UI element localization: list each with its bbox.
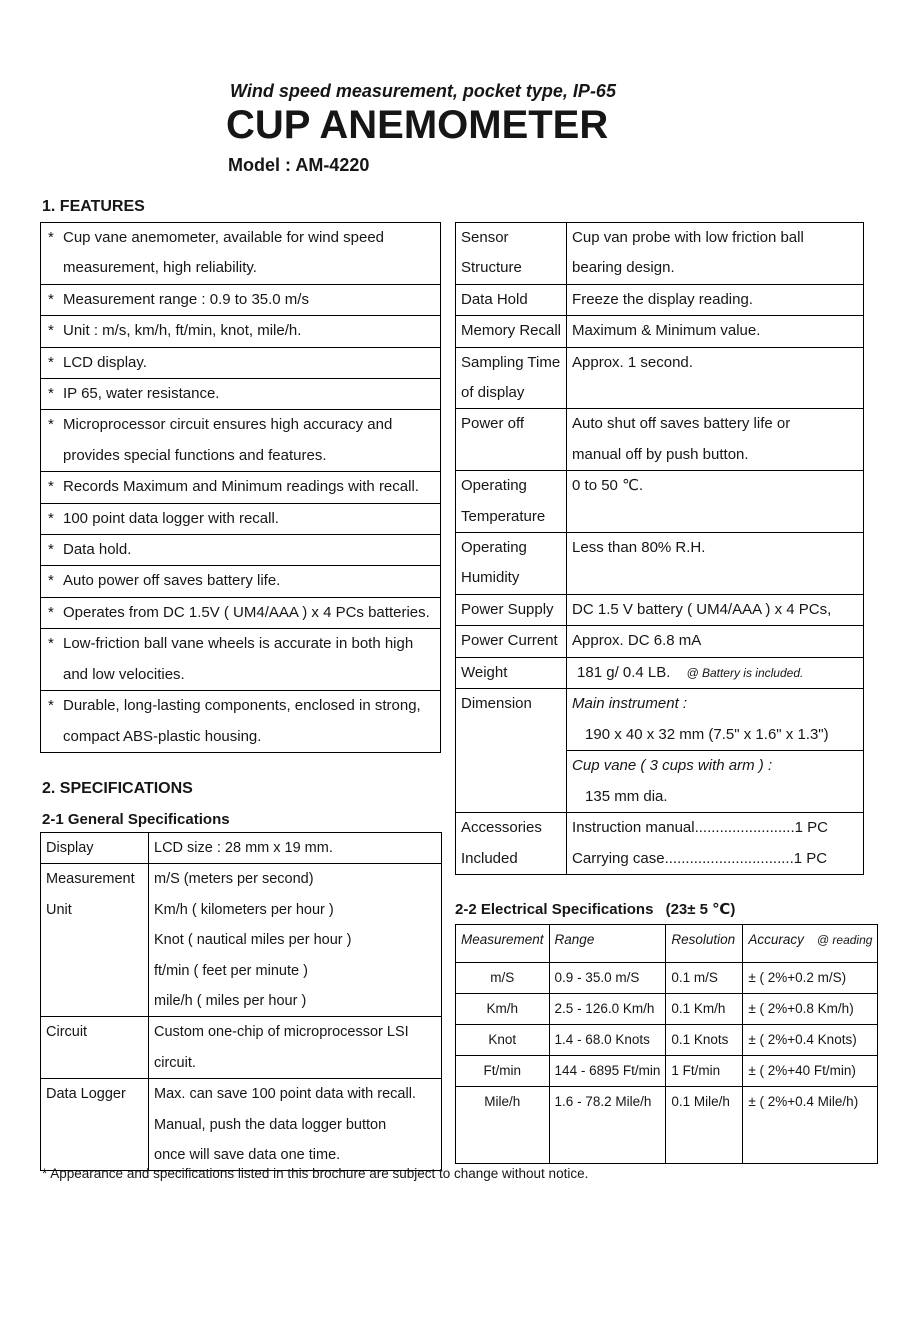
bullet-asterisk: * <box>48 416 54 434</box>
spec-row-dimension <box>456 689 864 813</box>
electrical-row: Km/h 2.5 - 126.0 Km/h 0.1 Km/h ± ( 2%+0.8 Km/h) <box>456 994 878 1025</box>
spec-row <box>456 533 864 595</box>
feature-text: and low velocities. <box>63 665 185 683</box>
product-tagline: Wind speed measurement, pocket type, IP-65 <box>230 81 616 101</box>
col-header-accuracy: Accuracy @ reading <box>743 925 878 963</box>
bullet-asterisk: * <box>48 572 54 590</box>
feature-row <box>41 535 441 566</box>
dimension-vane-size: 135 mm dia. <box>585 787 668 805</box>
feature-text: LCD display. <box>63 353 147 371</box>
spec-row <box>41 1017 442 1079</box>
bullet-asterisk: * <box>48 322 54 340</box>
feature-text: Operates from DC 1.5V ( UM4/AAA ) x 4 PCs batteries. <box>63 603 430 621</box>
spec-row <box>456 471 864 533</box>
spec-label-cell: Accessories Included <box>456 813 567 875</box>
feature-row <box>41 284 441 315</box>
spec-value-cell: Maximum & Minimum value. <box>567 316 864 347</box>
spec-value-cell <box>567 657 864 688</box>
spec-row <box>456 347 864 409</box>
model-number: Model : AM-4220 <box>228 155 370 175</box>
spec-row <box>41 1079 442 1171</box>
feature-row <box>41 316 441 347</box>
feature-row <box>41 503 441 534</box>
battery-included-note: @ Battery is included. <box>686 665 804 680</box>
bullet-asterisk: * <box>48 385 54 403</box>
bullet-asterisk: * <box>48 353 54 371</box>
electrical-row: Mile/h 1.6 - 78.2 Mile/h 0.1 Mile/h ± ( 2%+0.4 Mile/h) <box>456 1087 878 1164</box>
spec-row <box>41 833 442 864</box>
spec-label-cell: Measurement Unit <box>41 864 149 1017</box>
col-header-resolution: Resolution <box>666 925 743 963</box>
bullet-asterisk: * <box>48 541 54 559</box>
feature-text: IP 65, water resistance. <box>63 385 220 403</box>
features-table <box>40 222 441 753</box>
spec-value-cell: m/S (meters per second) Km/h ( kilometers per hour ) Knot ( nautical miles per hour ) ft/min ( feet per minute ) mile/h ( miles per hour ) <box>149 864 442 1017</box>
bullet-asterisk: * <box>48 509 54 527</box>
col-header-measurement: Measurement <box>456 925 550 963</box>
accuracy-reading-note: @ reading <box>816 933 873 947</box>
spec-label-cell: Power Supply <box>456 594 567 625</box>
spec-value-cell: Instruction manual........................1 PC Carrying case...............................1 PC <box>567 813 864 875</box>
col-header-range: Range <box>549 925 666 963</box>
spec-label-cell: Sampling Time of display <box>456 347 567 409</box>
feature-row <box>41 347 441 378</box>
spec-label-cell: Data Hold <box>456 284 567 315</box>
spec-row <box>456 626 864 657</box>
electrical-row: Ft/min 144 - 6895 Ft/min 1 Ft/min ± ( 2%+40 Ft/min) <box>456 1056 878 1087</box>
spec-label-cell: Power Current <box>456 626 567 657</box>
spec-value-cell: Freeze the display reading. <box>567 284 864 315</box>
feature-row <box>41 472 441 503</box>
spec-label-cell: Dimension <box>456 689 567 813</box>
bullet-asterisk: * <box>48 229 54 246</box>
feature-text: provides special functions and features. <box>63 446 327 464</box>
spec-value-cell: Auto shut off saves battery life or manual off by push button. <box>567 409 864 471</box>
spec-row <box>456 409 864 471</box>
bullet-asterisk: * <box>48 603 54 621</box>
feature-text: Records Maximum and Minimum readings with recall. <box>63 478 419 496</box>
spec-value-cell: Max. can save 100 point data with recall. Manual, push the data logger button once will save data one time. <box>149 1079 442 1171</box>
general-specs-heading: 2-1 General Specifications <box>42 811 230 828</box>
spec-row-weight <box>456 657 864 688</box>
feature-text: Durable, long-lasting components, enclosed in strong, <box>63 697 421 715</box>
device-spec-table <box>455 222 864 875</box>
spec-value-cell <box>567 689 864 813</box>
spec-row <box>41 864 442 1017</box>
spec-label-cell: Operating Humidity <box>456 533 567 595</box>
weight-value: 181 g/ 0.4 LB. <box>577 663 671 681</box>
electrical-row: m/S 0.9 - 35.0 m/S 0.1 m/S ± ( 2%+0.2 m/S) <box>456 963 878 994</box>
bullet-asterisk: * <box>48 478 54 496</box>
spec-row <box>456 284 864 315</box>
electrical-header-row <box>456 925 878 963</box>
feature-row <box>41 691 441 753</box>
dimension-vane-title: Cup vane ( 3 cups with arm ) : <box>572 757 773 775</box>
feature-row <box>41 379 441 410</box>
spec-label-cell: Display <box>41 833 149 864</box>
spec-value-cell: Less than 80% R.H. <box>567 533 864 595</box>
feature-text: Unit : m/s, km/h, ft/min, knot, mile/h. <box>63 322 302 340</box>
spec-label-cell: Circuit <box>41 1017 149 1079</box>
dimension-main-size: 190 x 40 x 32 mm (7.5" x 1.6" x 1.3") <box>585 725 829 743</box>
spec-label-cell: Power off <box>456 409 567 471</box>
feature-text: measurement, high reliability. <box>63 259 257 277</box>
feature-text: Data hold. <box>63 541 132 559</box>
bullet-asterisk: * <box>48 290 54 308</box>
electrical-specs-heading: 2-2 Electrical Specifications (23± 5 ℃) <box>455 901 736 918</box>
feature-text: 100 point data logger with recall. <box>63 509 279 527</box>
spec-label-cell: Operating Temperature <box>456 471 567 533</box>
spec-label-cell: Sensor Structure <box>456 223 567 285</box>
feature-text: Cup vane anemometer, available for wind speed <box>63 229 385 246</box>
feature-row <box>41 597 441 628</box>
specifications-heading: 2. SPECIFICATIONS <box>42 780 193 797</box>
electrical-spec-table <box>455 924 878 1164</box>
spec-value-cell: 0 to 50 ℃. <box>567 471 864 533</box>
product-title: CUP ANEMOMETER <box>226 103 609 147</box>
spec-row-accessories <box>456 813 864 875</box>
spec-label-cell: Weight <box>456 657 567 688</box>
feature-text: Low-friction ball vane wheels is accurate in both high <box>63 635 414 653</box>
general-spec-table <box>40 832 442 1171</box>
dimension-main-title: Main instrument : <box>572 695 688 713</box>
spec-row <box>456 316 864 347</box>
feature-row <box>41 410 441 472</box>
feature-text: Microprocessor circuit ensures high accuracy and <box>63 416 393 434</box>
feature-row <box>41 566 441 597</box>
spec-label-cell: Data Logger <box>41 1079 149 1171</box>
spec-label-cell: Memory Recall <box>456 316 567 347</box>
feature-row <box>41 629 441 691</box>
spec-row <box>456 594 864 625</box>
spec-value-cell: DC 1.5 V battery ( UM4/AAA ) x 4 PCs, <box>567 594 864 625</box>
spec-value-cell: Cup van probe with low friction ball bearing design. <box>567 223 864 285</box>
bullet-asterisk: * <box>48 697 54 715</box>
electrical-row: Knot 1.4 - 68.0 Knots 0.1 Knots ± ( 2%+0.4 Knots) <box>456 1025 878 1056</box>
spec-value-cell: LCD size : 28 mm x 19 mm. <box>149 833 442 864</box>
spec-row <box>456 223 864 285</box>
feature-text: Auto power off saves battery life. <box>63 572 281 590</box>
spec-value-cell: Custom one-chip of microprocessor LSI circuit. <box>149 1017 442 1079</box>
bullet-asterisk: * <box>48 635 54 653</box>
feature-text: Measurement range : 0.9 to 35.0 m/s <box>63 290 309 308</box>
spec-value-cell: Approx. DC 6.8 mA <box>567 626 864 657</box>
features-heading: 1. FEATURES <box>42 198 145 215</box>
electrical-condition: (23± 5 ℃) <box>665 901 736 918</box>
spec-value-cell: Approx. 1 second. <box>567 347 864 409</box>
disclaimer-note: * Appearance and specifications listed in this brochure are subject to change without notice. <box>42 1166 589 1181</box>
feature-row <box>41 223 441 285</box>
feature-text: compact ABS-plastic housing. <box>63 727 262 745</box>
